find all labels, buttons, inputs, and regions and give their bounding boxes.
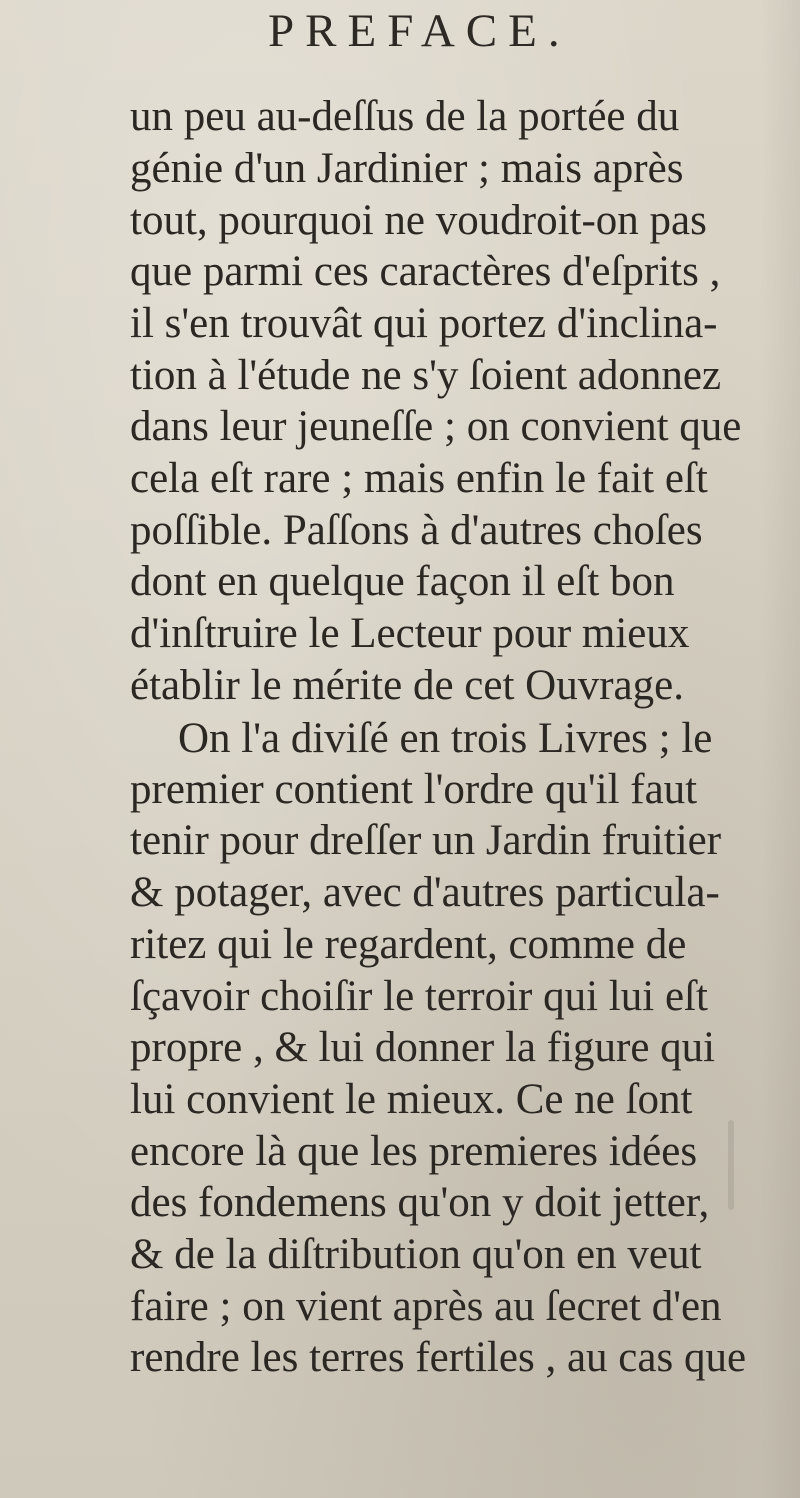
paper-stain [728, 1120, 734, 1210]
text-line: propre , & lui donner la figure qui [130, 1024, 716, 1071]
text-line: ritez qui le regardent, comme de [130, 921, 687, 968]
text-line: encore là que les premieres idées [130, 1128, 698, 1175]
running-head: PREFACE. [268, 5, 571, 57]
text-line: d'inſtruire le Lecteur pour mieux [130, 610, 690, 657]
text-line: établir le mérite de cet Ouvrage. [130, 662, 684, 709]
text-line: ſçavoir choiſir le terroir qui lui eſt [130, 973, 708, 1020]
text-line: & de la diſtribution qu'on en veut [130, 1231, 702, 1278]
text-line: un peu au-deſſus de la portée du [130, 93, 680, 140]
text-line: dont en quelque façon il eſt bon [130, 558, 675, 605]
text-line: tion à l'étude ne s'y ſoient adonnez [130, 352, 722, 399]
text-line: des fondemens qu'on y doit jetter, [130, 1179, 710, 1226]
text-line: lui convient le mieux. Ce ne ſont [130, 1076, 693, 1123]
paragraph-first-line: On l'a diviſé en trois Livres ; le [178, 715, 713, 762]
text-line: il s'en trouvât qui portez d'inclina- [130, 300, 718, 347]
text-line: & potager, avec d'autres particula- [130, 869, 720, 916]
text-line: faire ; on vient après au ſecret d'en [130, 1283, 722, 1330]
page-edge-shadow [760, 0, 800, 1498]
text-line: rendre les terres fertiles , au cas que [130, 1334, 747, 1381]
text-line: génie d'un Jardinier ; mais après [130, 145, 684, 192]
text-line: que parmi ces caractères d'eſprits , [130, 248, 721, 295]
text-line: premier contient l'ordre qu'il faut [130, 766, 698, 813]
text-line: poſſible. Paſſons à d'autres choſes [130, 507, 703, 554]
text-line: tout, pourquoi ne voudroit-on pas [130, 197, 707, 244]
text-line: tenir pour dreſſer un Jardin fruitier [130, 817, 722, 864]
text-line: cela eſt rare ; mais enfin le fait eſt [130, 455, 708, 502]
text-line: dans leur jeuneſſe ; on convient que [130, 403, 742, 450]
